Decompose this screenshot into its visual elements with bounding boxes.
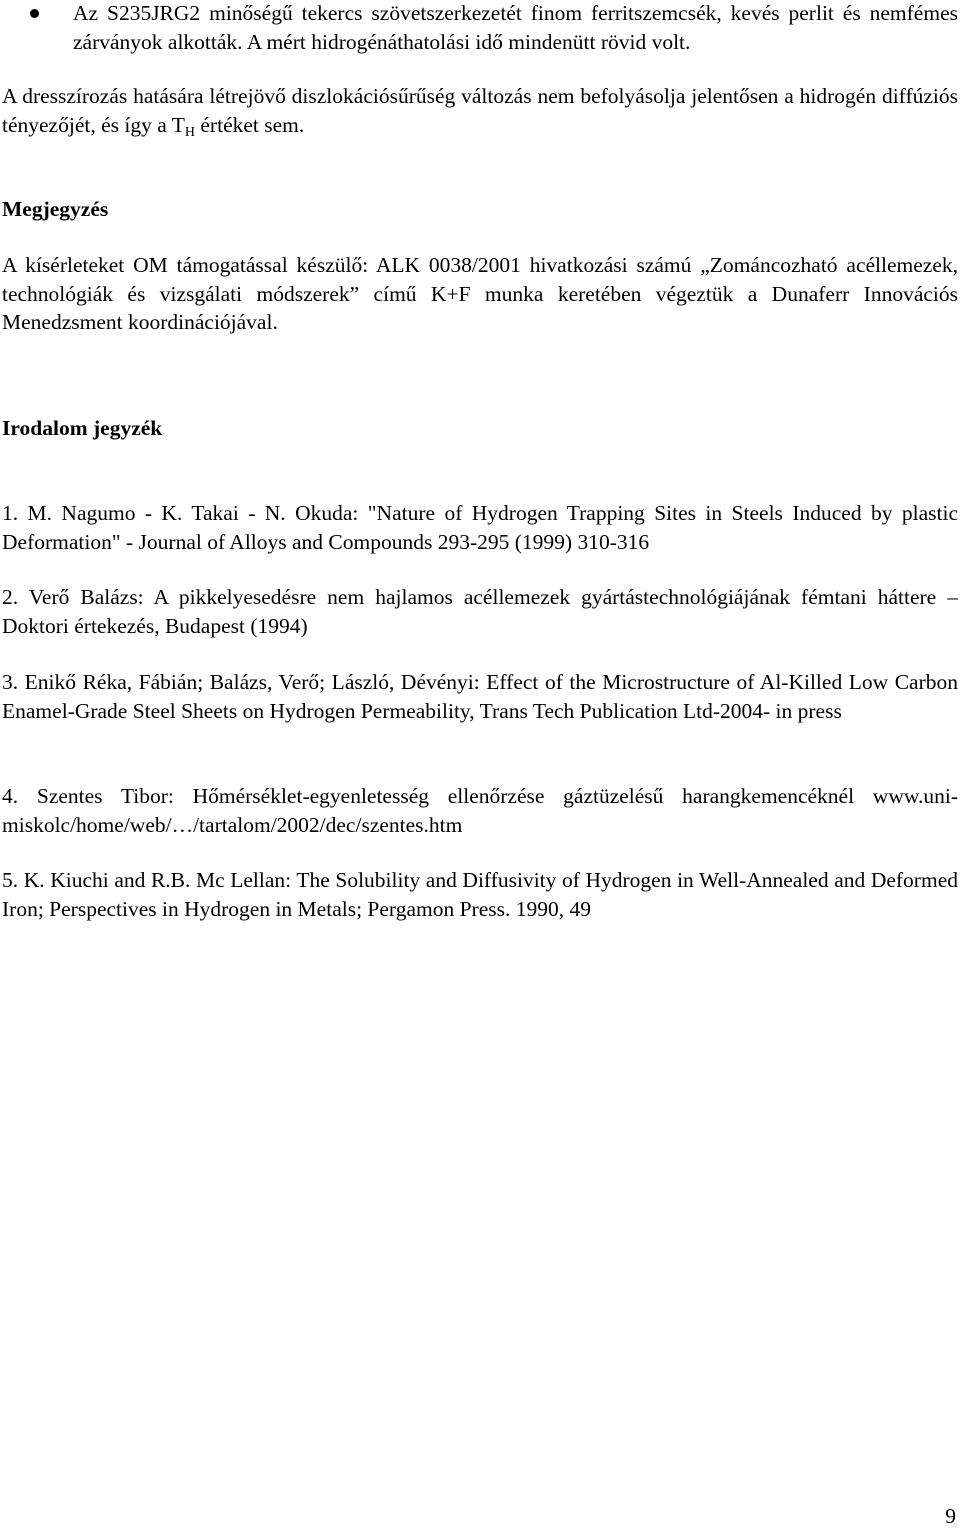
reference-item-1: 1. M. Nagumo - K. Takai - N. Okuda: "Nature of Hydrogen Trapping Sites in Steels Induced by plastic Deformation" - Journal of Alloys and Compounds 293-295 (1999) 310-316 <box>2 501 958 554</box>
references-heading: Irodalom jegyzék <box>2 416 163 440</box>
note-heading: Megjegyzés <box>2 197 109 221</box>
dressing-paragraph <box>2 82 958 139</box>
dressing-text-after: értéket sem. <box>195 112 305 137</box>
bullet-icon <box>30 9 39 18</box>
reference-item-3: 3. Enikő Réka, Fábián; Balázs, Verő; László, Dévényi: Effect of the Microstructure of Al-Killed Low Carbon Enamel-Grade Steel Sheets on Hydrogen Permeability, Trans Tech Publication Ltd-2004- in press <box>2 670 958 723</box>
dressing-text-before: A dresszírozás hatására létrejövő diszlokációsűrűség változás nem befolyásolja jelentősen a hidrogén diffúziós tényezőjét, és így a T <box>2 84 958 137</box>
page-number: 9 <box>945 1504 956 1528</box>
bullet-paragraph: Az S235JRG2 minőségű tekercs szövetszerkezetét finom ferritszemcsék, kevés perlit és nemfémes zárványok alkották. A mért hidrogénáthatolási idő mindenütt rövid volt. <box>73 1 958 54</box>
reference-item-2: 2. Verő Balázs: A pikkelyesedésre nem hajlamos acéllemezek gyártástechnológiájának fémtani háttere – Doktori értekezés, Budapest (1994) <box>2 585 958 638</box>
reference-item-5: 5. K. Kiuchi and R.B. Mc Lellan: The Solubility and Diffusivity of Hydrogen in Well-Annealed and Deformed Iron; Perspectives in Hydrogen in Metals; Pergamon Press. 1990, 49 <box>2 868 958 921</box>
note-paragraph: A kísérleteket OM támogatással készülő: ALK 0038/2001 hivatkozási számú „Zománcozható acéllemezek, technológiák és vizsgálati módszerek” című K+F munka keretében végeztük a Dunaferr Innovációs Menedzsment koordinációjával. <box>2 253 958 334</box>
dressing-subscript: H <box>184 124 196 140</box>
reference-item-4: 4. Szentes Tibor: Hőmérséklet-egyenletesség ellenőrzése gáztüzelésű harangkemencéknél www.uni-miskolc/home/web/…/tartalom/2002/dec/szentes.htm <box>2 784 958 837</box>
